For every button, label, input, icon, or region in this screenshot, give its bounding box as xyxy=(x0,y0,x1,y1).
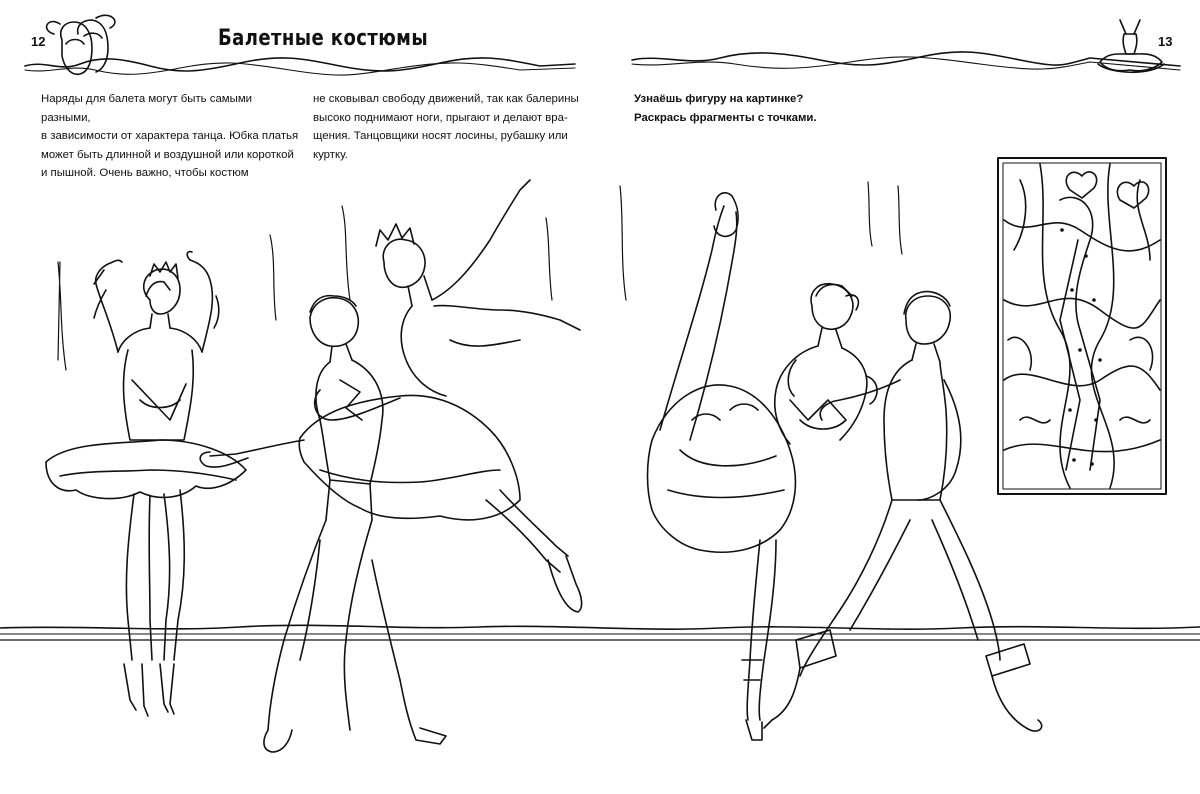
header-wavy-line-left xyxy=(25,58,575,75)
task-line-1: Узнаёшь фигуру на картинке? xyxy=(634,93,804,105)
intro-line: куртку. xyxy=(313,148,348,161)
stage-curtain xyxy=(58,182,902,370)
intro-line: не сковывал свободу движений, так как балерины xyxy=(313,93,579,105)
task-line-2: Раскрась фрагменты с точками. xyxy=(634,111,817,124)
intro-line: может быть длинной и воздушной или короткой xyxy=(41,148,294,161)
male-dancer-left xyxy=(264,296,446,752)
left-page-number: 12 xyxy=(31,34,46,49)
intro-line: и пышной. Очень важно, чтобы костюм xyxy=(41,167,249,179)
ballerina-folk-figure xyxy=(648,193,878,740)
intro-line: Наряды для балета могут быть самыми разными, xyxy=(41,93,253,124)
intro-line: высоко поднимают ноги, прыгают и делают вра- xyxy=(313,111,568,124)
ballerina-tutu-figure xyxy=(46,252,246,716)
page-title: Балетные костюмы xyxy=(218,26,429,51)
right-page-number: 13 xyxy=(1158,34,1173,49)
intro-line: в зависимости от характера танца. Юбка платья xyxy=(41,130,299,142)
male-dancer-right xyxy=(764,292,1042,731)
ballerina-arabesque-figure xyxy=(200,180,581,612)
intro-line: щения. Танцовщики носят лосины, рубашку или xyxy=(313,130,568,142)
pointe-shoes-icon xyxy=(47,15,115,74)
header-wavy-line-right xyxy=(632,52,1180,70)
stained-glass-panel xyxy=(998,158,1166,494)
stage-floor xyxy=(0,625,1200,640)
